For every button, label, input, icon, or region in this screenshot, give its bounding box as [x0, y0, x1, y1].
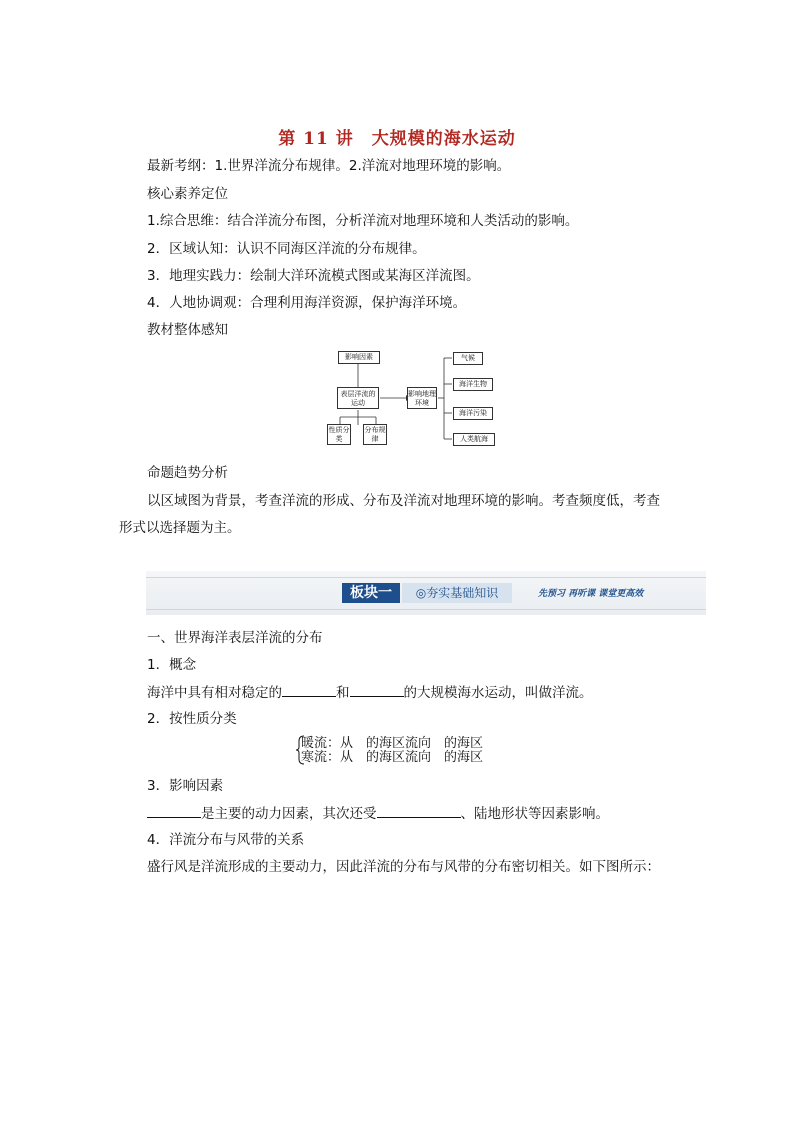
wind-belt-text: 盛行风是洋流形成的主要动力，因此洋流的分布与风带的分布密切相关。如下图所示：: [147, 859, 660, 875]
core-item-2: 2．区域认知：认识不同海区洋流的分布规律。: [147, 241, 426, 257]
textbook-heading: 教材整体感知: [147, 322, 228, 338]
factors-sentence: [147, 804, 609, 823]
nature-box: 性质分类: [328, 426, 350, 443]
banner-stripe-bottom: [146, 609, 706, 610]
factors-box: 影响因素: [338, 351, 380, 364]
outcome-pollution: 海洋污染: [453, 407, 493, 420]
banner-subtitle: ◎夯实基础知识: [402, 583, 512, 603]
concept-text-b: 和: [336, 685, 350, 701]
cold-current-line: 寒流：从 的海区流向 的海区: [301, 750, 484, 765]
banner-tab: 板块一: [342, 583, 400, 603]
outcome-marine-life: 海洋生物: [453, 378, 493, 391]
page-title: 第 11 讲 大规模的海水运动: [278, 129, 516, 149]
section1-heading: 一、世界海洋表层洋流的分布: [147, 630, 323, 646]
impact-box: 影响地理环境: [407, 387, 437, 409]
subsection-wind-belt: 4．洋流分布与风带的关系: [147, 832, 305, 848]
banner-stripe-top: [146, 577, 706, 578]
blank-3: [147, 804, 201, 818]
factors-text-a: 是主要的动力因素，其次还受: [201, 806, 377, 822]
blank-1: [282, 683, 336, 697]
concept-sentence: [147, 683, 593, 702]
concept-diagram: [320, 345, 510, 450]
outcome-navigation: 人类航海: [453, 433, 495, 446]
subsection-classification: 2．按性质分类: [147, 711, 237, 727]
blank-4: [377, 804, 461, 818]
section-banner: [146, 571, 706, 615]
concept-text-a: 海洋中具有相对稳定的: [147, 685, 282, 701]
subsection-factors: 3．影响因素: [147, 778, 224, 794]
concept-text-c: 的大规模海水运动，叫做洋流。: [403, 685, 593, 701]
core-literacy-heading: 核心素养定位: [147, 186, 228, 202]
trend-para-line2: 形式以选择题为主。: [119, 520, 241, 536]
distribution-box: 分布规律: [364, 426, 386, 443]
warm-current-line: 暖流：从 的海区流向 的海区: [301, 736, 484, 751]
subsection-concept: 1．概念: [147, 657, 197, 673]
exam-outline: 最新考纲：1.世界洋流分布规律。2.洋流对地理环境的影响。: [147, 158, 511, 174]
core-item-1: 1.综合思维：结合洋流分布图，分析洋流对地理环境和人类活动的影响。: [147, 213, 579, 229]
outcome-climate: 气候: [453, 352, 483, 365]
core-item-4: 4．人地协调观：合理利用海洋资源，保护海洋环境。: [147, 295, 467, 311]
banner-motto: 先预习 再听课 课堂更高效: [538, 589, 644, 599]
blank-2: [350, 683, 404, 697]
core-item-3: 3．地理实践力：绘制大洋环流模式图或某海区洋流图。: [147, 268, 480, 284]
trend-heading: 命题趋势分析: [147, 465, 228, 481]
trend-para-line1: 以区域图为背景，考查洋流的形成、分布及洋流对地理环境的影响。考查频度低，考查: [147, 493, 660, 509]
center-box: 表层洋流的运动: [337, 387, 379, 409]
factors-text-b: 、陆地形状等因素影响。: [460, 806, 609, 822]
